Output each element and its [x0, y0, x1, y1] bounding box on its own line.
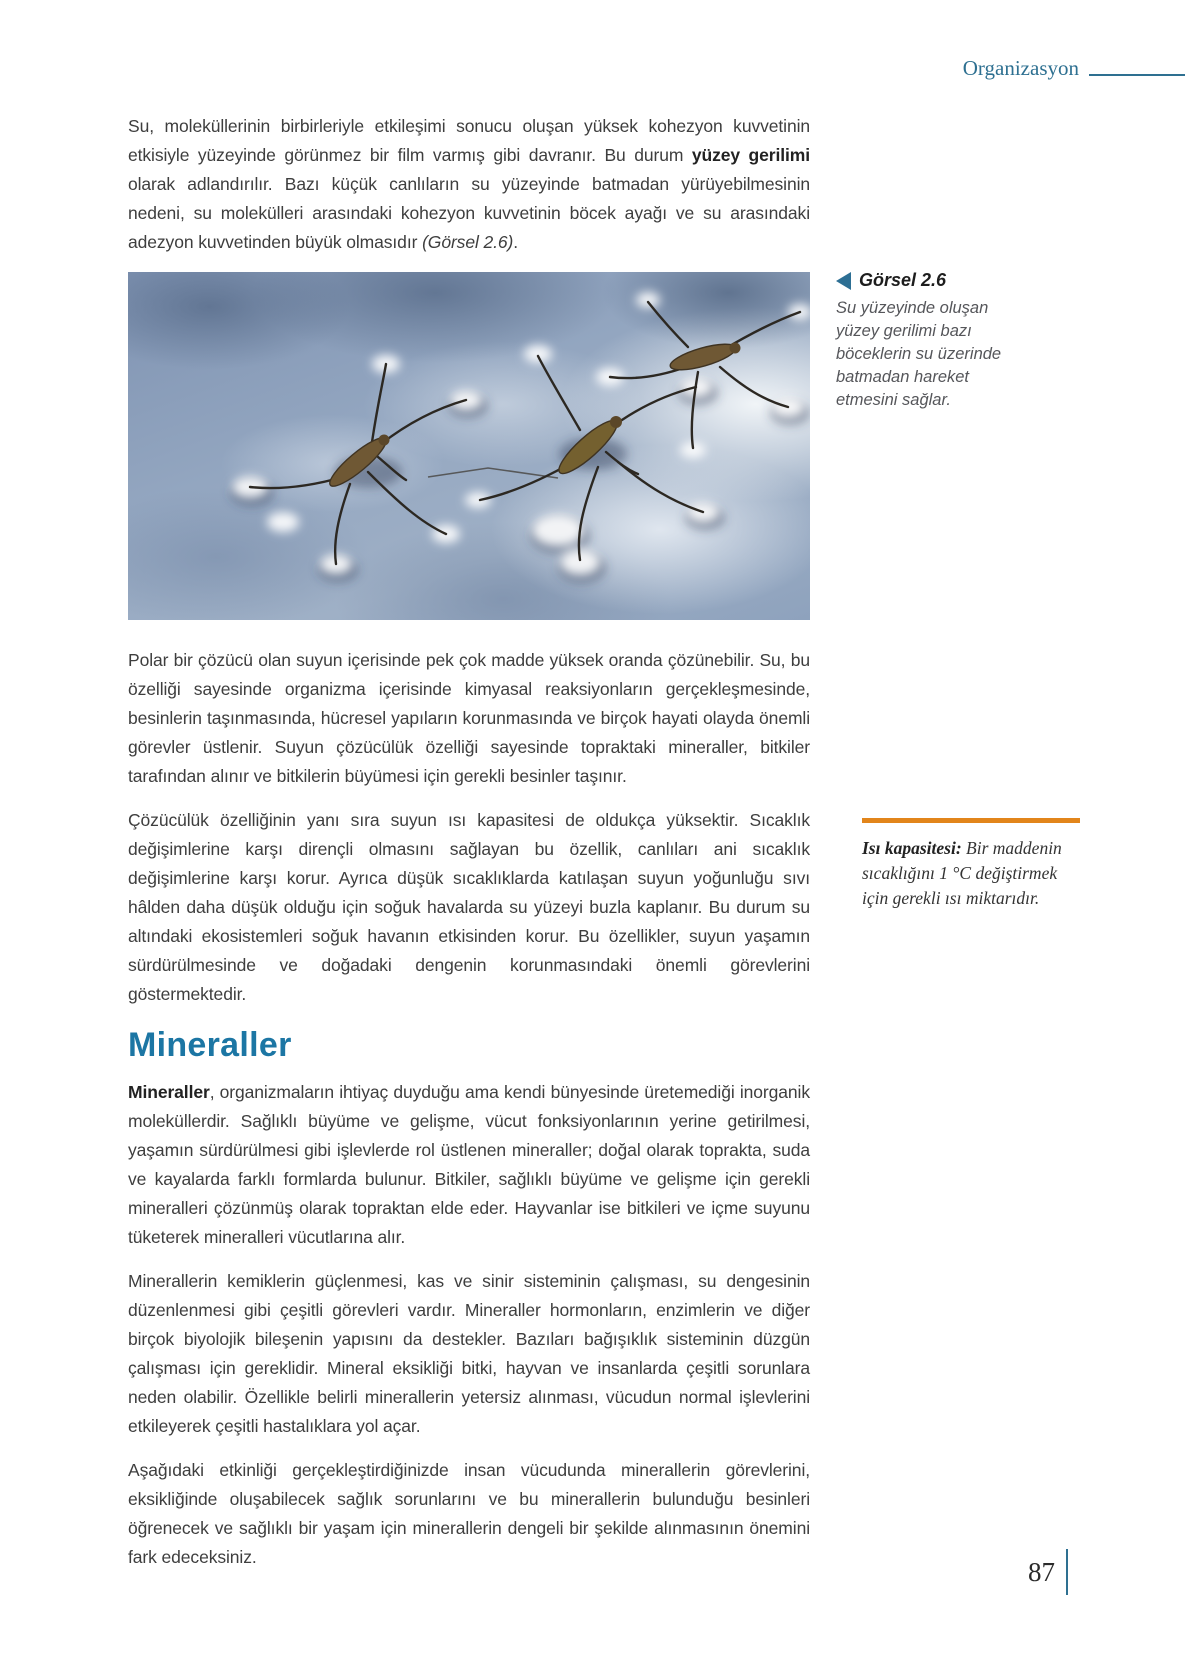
figure-marker-triangle-icon	[836, 272, 851, 290]
wake-line	[428, 468, 558, 478]
main-text-column	[128, 112, 810, 1587]
page-footer	[1028, 1549, 1068, 1595]
figure-image-water-striders	[128, 272, 810, 620]
water-strider-center	[480, 356, 703, 560]
water-striders-illustration	[128, 272, 810, 620]
figure-label: Görsel 2.6	[859, 270, 947, 290]
figure-caption-block	[836, 270, 1034, 412]
heading-mineraller: Mineraller	[128, 1026, 292, 1064]
paragraph-minerals-intro: Mineraller, organizmaların ihtiyaç duyduğu ama kendi bünyesinde üretemediği inorganik moleküllerdir. Sağlıklı büyüme ve gelişme, vücut fonksiyonlarının yerine getirilmesi, yaşamın sürdürülmesi gibi işlevlerde rol üstlenen mineraller; doğal olarak toprakta, suda ve kayalarda farklı formlarda bulunur. Bitkiler, sağlıklı büyüme ve gelişme için gerekli mineralleri çözünmüş olarak topraktan elde eder. Hayvanlar ise bitkileri ve içme suyunu tüketerek mineralleri vücutlarına alır.	[128, 1082, 810, 1247]
definition-box-heat-capacity	[862, 818, 1084, 911]
section-title: Organizasyon	[962, 56, 1079, 80]
paragraph-surface-tension: Su, moleküllerinin birbirleriyle etkileşimi sonucu oluşan yüksek kohezyon kuvvetinin etkisiyle yüzeyinde görünmez bir film varmış gibi davranır. Bu durum yüzey gerilimi olarak adlandırılır. Bazı küçük canlıların su yüzeyinde batmadan yürüyebilmesinin nedeni, su molekülleri arasındaki kohezyon kuvvetinin böcek ayağı ve su arasındaki adezyon kuvvetinden büyük olmasıdır (Görsel 2.6).	[128, 116, 810, 252]
paragraph-heat-capacity: Çözücülük özelliğinin yanı sıra suyun ısı kapasitesi de oldukça yüksektir. Sıcaklık değişimlerine karşı dirençli olmasını sağlayan bu özellik, canlıları ani sıcaklık değişimlerine karşı korur. Ayrıca düşük sıcaklıklarda katılaşan suyun yoğunluğu sıvı hâlden daha düşük olduğu için soğuk havalarda su yüzeyi buzla kaplanır. Bu durum su altındaki ekosistemleri soğuk havanın etkisinden korur. Bu özellikler, suyun yaşamın sürdürülmesinde ve doğadaki dengenin korunmasındaki önemli görevlerini göstermektedir.	[128, 810, 810, 1004]
surface-dimples	[232, 292, 810, 575]
definition-box-orange-rule	[862, 818, 1080, 823]
paragraph-solvent: Polar bir çözücü olan suyun içerisinde pek çok madde yüksek oranda çözünebilir. Su, bu özelliği sayesinde organizma içerisinde kimyasal reaksiyonların gerçekleşmesinde, besinlerin taşınmasında, hücresel yapıların korunmasında ve birçok hayati olayda önemli görevler üstlenir. Suyun çözücülük özelliği sayesinde topraktaki mineraller, bitkiler tarafından alınır ve bitkilerin büyümesi için gerekli besinler taşınır.	[128, 650, 810, 786]
paragraph-activity-note: Aşağıdaki etkinliği gerçekleştirdiğinizde insan vücudunda minerallerin görevlerini, eksikliğinde oluşabilecek sağlık sorunlarını ve bu minerallerin bulunduğu besinleri öğrenecek ve sağlıklı bir yaşam için minerallerin dengeli bir şekilde alınmasının önemini fark edeceksiniz.	[128, 1460, 810, 1567]
page-number-rule	[1066, 1549, 1068, 1595]
paragraph-minerals-functions: Minerallerin kemiklerin güçlenmesi, kas ve sinir sisteminin çalışması, su dengesinin düzenlenmesi gibi çeşitli görevleri vardır. Mineraller hormonların, enzimlerin ve diğer birçok biyolojik bileşenin yapısını da destekler. Bazıları bağışıklık sisteminin düzgün çalışması için gereklidir. Mineral eksikliği bitki, hayvan ve insanlarda çeşitli sorunlara neden olabilir. Özellikle belirli minerallerin yetersiz alınması, vücudun normal işlevlerini etkileyerek çeşitli hastalıklara yol açar.	[128, 1271, 810, 1436]
header-rule	[1089, 74, 1185, 76]
ripple-shadows	[230, 381, 810, 583]
water-strider-top-right	[610, 302, 800, 448]
running-head	[963, 56, 1185, 80]
page-number: 87	[1028, 1556, 1055, 1587]
figure-caption-text: Su yüzeyinde oluşan yüzey gerilimi bazı böceklerin su üzerinde batmadan hareket etmesini sağlar.	[836, 299, 1002, 409]
definition-box-text: Isı kapasitesi: Bir maddenin sıcaklığını 1 °C değiştirmek için gerekli ısı miktarıdır.	[862, 838, 1062, 908]
